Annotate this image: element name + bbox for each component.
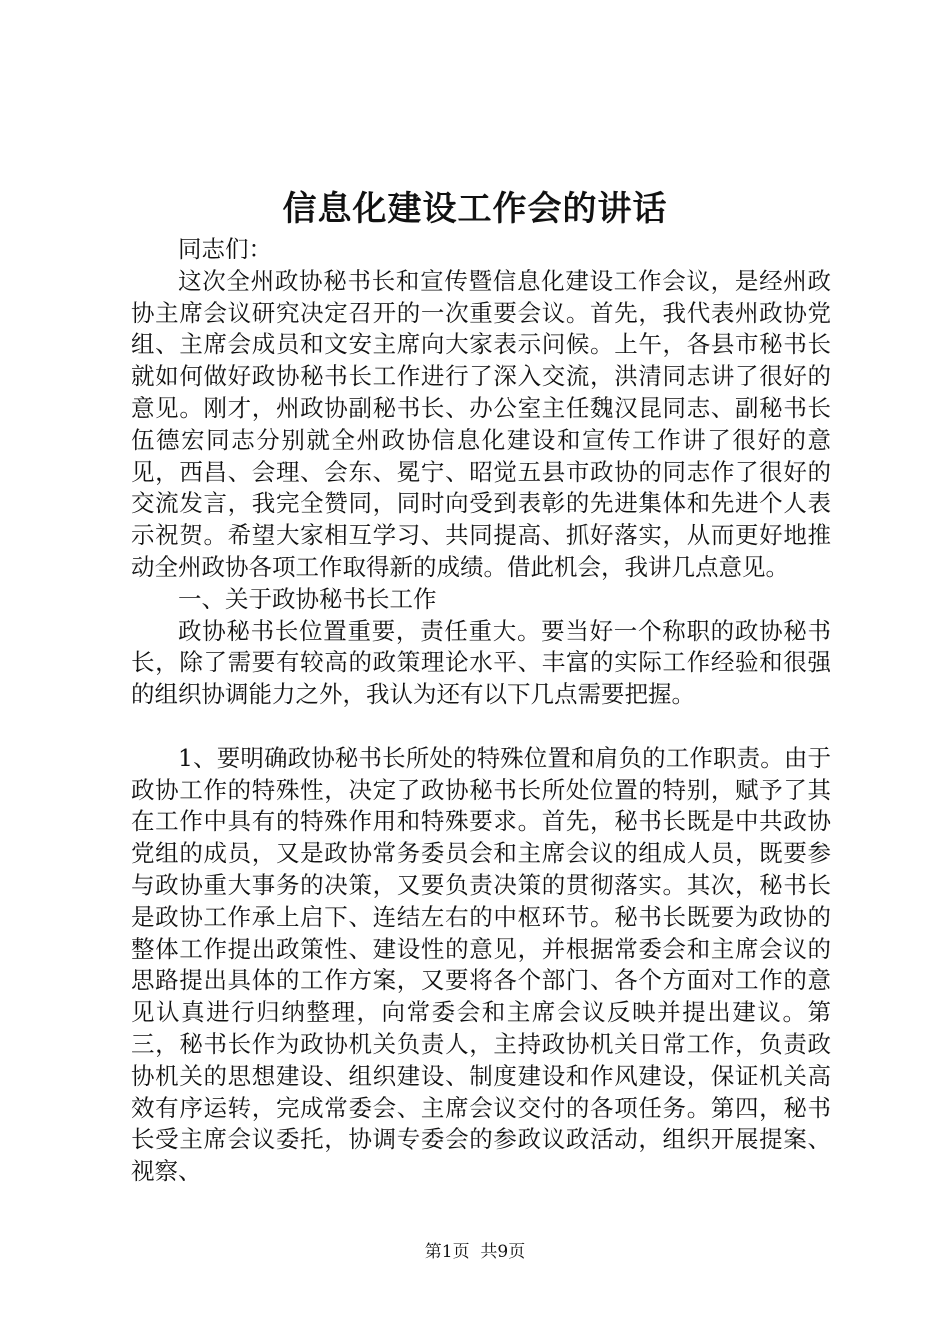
page-indicator: 第1页 共9页 bbox=[424, 1242, 526, 1262]
salutation-paragraph: 同志们： bbox=[178, 235, 272, 263]
document-title: 信息化建设工作会的讲话 bbox=[282, 189, 668, 229]
opening-paragraph: 这次全州政协秘书长和宣传暨信息化建设工作会议，是经州政协主席会议研究决定召开的一次重要会议。首先，我代表州政协党组、主席会成员和文安主席向大家表示问候。上午，各县市秘书长就如何做好政协秘书长工作进行了深入交流，洪清同志讲了很好的意见。刚才，州政协副秘书长、办公室主任魏汉昆同志、副秘书长伍德宏同志分别就全州政协信息化建设和宣传工作讲了很好的意见，西昌、会理、会东、冕宁、昭觉五县市政协的同志作了很好的交流发言，我完全赞同，同时向受到表彰的先进集体和先进个人表示祝贺。希望大家相互学习、共同提高、抓好落实，从而更好地推动全州政协各项工作取得新的成绩。借此机会，我讲几点意见。 bbox=[131, 266, 831, 581]
point-1-paragraph: 1、要明确政协秘书长所处的特殊位置和肩负的工作职责。由于政协工作的特殊性，决定了政协秘书长所处位置的特别，赋予了其在工作中具有的特殊作用和特殊要求。首先，秘书长既是中共政协党组的成员，又是政协常务委员会和主席会议的组成人员，既要参与政协重大事务的决策，又要负责决策的贯彻落实。其次，秘书长是政协工作承上启下、连结左右的中枢环节。秘书长既要为政协的整体工作提出政策性、建设性的意见，并根据常委会和主席会议的思路提出具体的工作方案，又要将各个部门、各个方面对工作的意见认真进行归纳整理，向常委会和主席会议反映并提出建议。第三，秘书长作为政协机关负责人，主持政协机关日常工作，负责政协机关的思想建设、组织建设、制度建设和作风建设，保证机关高效有序运转，完成常委会、主席会议交付的各项任务。第四，秘书长受主席会议委托，协调专委会的参政议政活动，组织开展提案、视察、 bbox=[131, 743, 831, 1186]
section-1-intro-paragraph: 政协秘书长位置重要，责任重大。要当好一个称职的政协秘书长，除了需要有较高的政策理论水平、丰富的实际工作经验和很强的组织协调能力之外，我认为还有以下几点需要把握。 bbox=[131, 616, 831, 709]
page-footer bbox=[0, 1240, 950, 1264]
section-heading-1: 一、关于政协秘书长工作 bbox=[178, 584, 437, 613]
document-body bbox=[131, 234, 831, 1188]
